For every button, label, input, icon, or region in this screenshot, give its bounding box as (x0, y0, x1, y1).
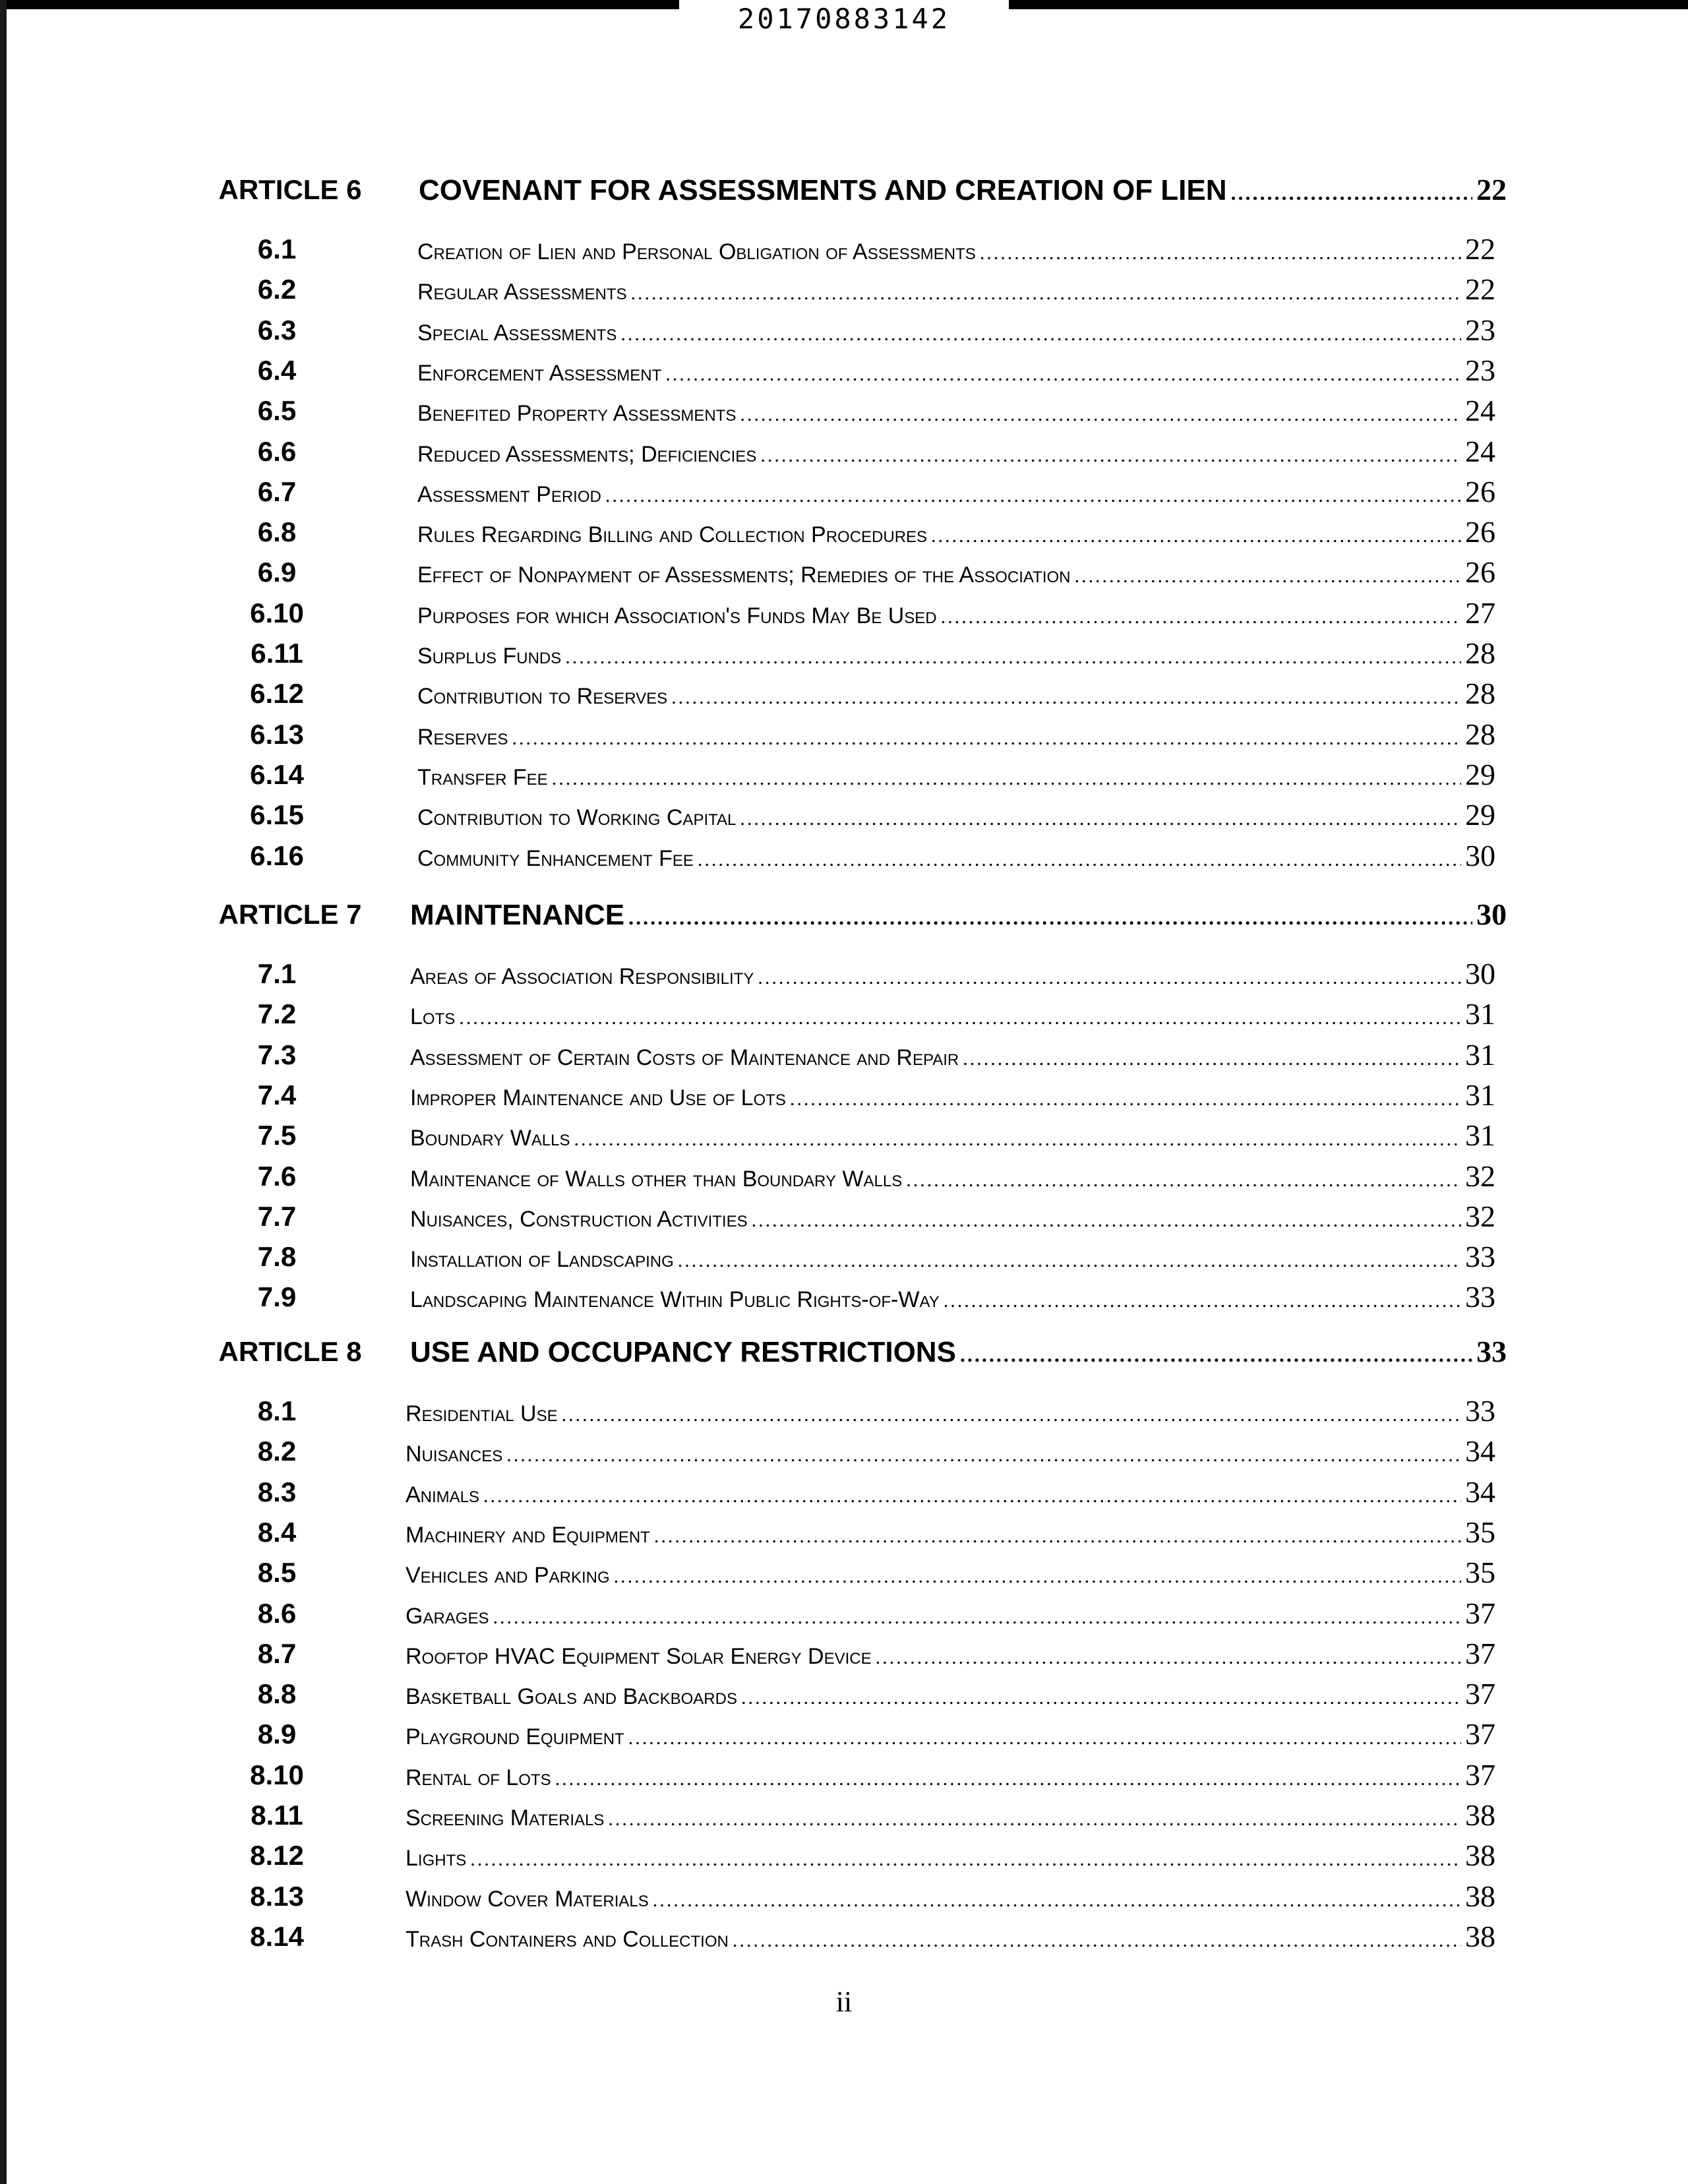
section-number: 8.2 (257, 1436, 297, 1467)
section-title[interactable]: Rental of Lots (406, 1765, 551, 1790)
section-title-line (417, 391, 1495, 431)
section-page-number: 33 (1465, 1394, 1495, 1428)
section-title[interactable]: Rooftop HVAC Equipment Solar Energy Device (406, 1644, 872, 1669)
toc-entry-row[interactable] (0, 593, 1688, 633)
section-page-number: 31 (1465, 1118, 1495, 1152)
toc-entry-row[interactable] (0, 836, 1688, 876)
section-page-number: 38 (1465, 1798, 1495, 1832)
dot-leader (741, 1678, 1461, 1718)
section-number: 6.7 (257, 476, 297, 507)
section-title-line (417, 512, 1495, 552)
section-page-number: 29 (1465, 758, 1495, 791)
section-title-line (417, 836, 1495, 876)
section-page-number: 38 (1465, 1838, 1495, 1872)
section-title[interactable]: Screening Materials (406, 1805, 605, 1831)
section-number: 8.12 (250, 1840, 304, 1871)
section-number: 8.4 (257, 1517, 297, 1548)
section-page-number: 37 (1465, 1677, 1495, 1711)
article-heading-row[interactable] (0, 895, 1688, 934)
section-number: 7.5 (257, 1120, 297, 1151)
dot-leader (565, 638, 1461, 677)
dot-leader (980, 233, 1461, 273)
section-title-line (410, 1277, 1495, 1317)
section-title[interactable]: Purposes for which Association's Funds May Be Used (417, 603, 937, 628)
section-number: 8.5 (257, 1557, 297, 1588)
section-title-line (417, 270, 1495, 309)
toc-entry-row[interactable] (0, 512, 1688, 552)
toc-entry-row[interactable] (0, 1553, 1688, 1592)
section-number: 6.2 (257, 274, 297, 305)
section-page-number: 24 (1465, 435, 1495, 468)
section-number: 6.6 (257, 436, 297, 467)
dot-leader (483, 1476, 1461, 1516)
section-title-line (417, 432, 1495, 471)
section-title-line (406, 1391, 1495, 1431)
section-number: 8.10 (250, 1759, 304, 1790)
section-number: 6.8 (257, 516, 297, 547)
dot-leader (493, 1598, 1461, 1637)
section-title[interactable]: Surplus Funds (417, 644, 562, 669)
dot-leader (1074, 557, 1461, 596)
section-title-line (406, 1594, 1495, 1633)
section-number: 6.13 (250, 719, 304, 750)
dot-leader (552, 759, 1461, 799)
section-title[interactable]: Effect of Nonpayment of Assessments; Remedies of the Association (417, 562, 1071, 588)
dot-leader (653, 1881, 1461, 1920)
section-title-line (406, 1553, 1495, 1592)
section-number: 8.9 (257, 1718, 297, 1749)
toc-entry-row[interactable] (0, 1472, 1688, 1512)
article-title-line (419, 170, 1507, 210)
section-page-number: 26 (1465, 555, 1495, 589)
section-title-line (406, 1796, 1495, 1835)
article-title-line (410, 1332, 1507, 1372)
toc-entry-row[interactable] (0, 1197, 1688, 1236)
dot-leader (608, 1800, 1461, 1839)
section-number: 6.9 (257, 557, 297, 588)
section-number: 6.15 (250, 799, 304, 830)
section-title[interactable]: Contribution to Reserves (417, 684, 668, 709)
toc-entry-row[interactable] (0, 1277, 1688, 1317)
section-page-number: 38 (1465, 1920, 1495, 1953)
section-page-number: 33 (1465, 1280, 1495, 1314)
section-page-number: 31 (1465, 1038, 1495, 1072)
section-number: 7.3 (257, 1039, 297, 1070)
article-label: ARTICLE 6 (218, 174, 362, 205)
section-page-number: 22 (1465, 232, 1495, 266)
dot-leader (555, 1759, 1461, 1799)
section-title[interactable]: Residential Use (406, 1401, 558, 1426)
section-number: 8.3 (257, 1476, 297, 1507)
toc-entry-row[interactable] (0, 270, 1688, 309)
article-page-number: 30 (1476, 897, 1507, 931)
section-title-line (410, 1197, 1495, 1236)
article-title[interactable]: COVENANT FOR ASSESSMENTS AND CREATION OF LIEN (419, 174, 1227, 206)
section-number: 6.3 (257, 315, 297, 346)
section-title-line (417, 593, 1495, 633)
section-page-number: 35 (1465, 1556, 1495, 1589)
section-page-number: 32 (1465, 1159, 1495, 1193)
section-title-line (410, 954, 1495, 994)
toc-entry-row[interactable] (0, 954, 1688, 994)
section-title-line (410, 1237, 1495, 1277)
section-title-line (406, 1513, 1495, 1552)
dot-leader (941, 597, 1461, 637)
dot-leader (470, 1840, 1461, 1879)
article-label: ARTICLE 8 (218, 1336, 362, 1367)
dot-leader (752, 1201, 1461, 1240)
toc-entry-row[interactable] (0, 755, 1688, 795)
toc-entry-row[interactable] (0, 1714, 1688, 1754)
dot-leader (631, 274, 1461, 313)
section-title-line (417, 553, 1495, 592)
article-page-number: 22 (1476, 173, 1507, 206)
dot-leader (698, 840, 1461, 880)
section-title[interactable]: Special Assessments (417, 320, 617, 346)
dot-leader (740, 395, 1461, 435)
dot-leader (790, 1079, 1461, 1119)
dot-leader (512, 719, 1462, 758)
section-number: 7.1 (257, 958, 297, 989)
section-number: 6.16 (250, 840, 304, 871)
section-number: 8.6 (257, 1598, 297, 1629)
dot-leader (760, 436, 1461, 475)
section-number: 8.7 (257, 1638, 297, 1669)
section-page-number: 28 (1465, 636, 1495, 670)
section-title-line (410, 1116, 1495, 1155)
toc-entry-row[interactable] (0, 311, 1688, 350)
section-title[interactable]: Trash Containers and Collection (406, 1927, 729, 1952)
section-title[interactable]: Lights (406, 1846, 467, 1871)
dot-leader (562, 1395, 1461, 1435)
section-number: 6.4 (257, 355, 297, 386)
section-title[interactable]: Contribution to Working Capital (417, 805, 737, 830)
section-number: 7.8 (257, 1241, 297, 1272)
section-title[interactable]: Maintenance of Walls other than Boundary Walls (410, 1167, 903, 1192)
toc-entry-row[interactable] (0, 391, 1688, 431)
section-title[interactable]: Creation of Lien and Personal Obligation of Assessments (417, 239, 976, 264)
dot-leader (876, 1638, 1461, 1678)
section-title-line (417, 351, 1495, 390)
toc-entry-row[interactable] (0, 1877, 1688, 1916)
section-title-line (406, 1432, 1495, 1471)
section-page-number: 33 (1465, 1240, 1495, 1273)
section-title-line (417, 795, 1495, 835)
section-title-line (406, 1836, 1495, 1875)
section-page-number: 37 (1465, 1758, 1495, 1792)
section-title-line (410, 1076, 1495, 1115)
section-page-number: 28 (1465, 677, 1495, 710)
section-title[interactable]: Window Cover Materials (406, 1887, 649, 1912)
toc-entry-row[interactable] (0, 634, 1688, 673)
dot-leader (740, 799, 1461, 839)
dot-leader (678, 1241, 1461, 1281)
dot-leader (628, 1718, 1461, 1758)
dot-leader (758, 958, 1461, 998)
page-number: ii (835, 1986, 853, 2018)
section-number: 7.6 (257, 1161, 297, 1192)
toc-entry-row[interactable] (0, 1796, 1688, 1835)
section-number: 6.12 (250, 678, 304, 709)
section-title[interactable]: Improper Maintenance and Use of Lots (410, 1085, 786, 1110)
dot-leader (960, 1335, 1472, 1374)
section-page-number: 37 (1465, 1637, 1495, 1670)
section-title-line (417, 715, 1495, 754)
dot-leader (620, 315, 1461, 354)
section-title[interactable]: Landscaping Maintenance Within Public Rights-of-Way (410, 1287, 940, 1312)
section-page-number: 26 (1465, 515, 1495, 549)
toc-entry-row[interactable] (0, 351, 1688, 390)
section-title[interactable]: Machinery and Equipment (406, 1523, 650, 1548)
section-title-line (417, 755, 1495, 795)
toc-entry-row[interactable] (0, 1755, 1688, 1795)
section-title-line (410, 1035, 1495, 1075)
section-title-line (417, 634, 1495, 673)
article-title[interactable]: MAINTENANCE (410, 899, 625, 931)
section-number: 7.9 (257, 1281, 297, 1312)
toc-entry-row[interactable] (0, 994, 1688, 1034)
toc-entry-row[interactable] (0, 1432, 1688, 1471)
section-title[interactable]: Reserves (417, 725, 508, 750)
section-title[interactable]: Garages (406, 1604, 489, 1629)
section-page-number: 23 (1465, 313, 1495, 347)
dot-leader (906, 1161, 1461, 1200)
toc-entry-row[interactable] (0, 472, 1688, 512)
section-title-line (417, 229, 1495, 269)
dot-leader (628, 897, 1472, 937)
section-title[interactable]: Community Enhancement Fee (417, 846, 694, 871)
article-page-number: 33 (1476, 1335, 1507, 1368)
section-page-number: 29 (1465, 798, 1495, 832)
dot-leader (931, 516, 1461, 556)
section-page-number: 35 (1465, 1515, 1495, 1549)
toc-entry-row[interactable] (0, 1116, 1688, 1155)
toc-entry-row[interactable] (0, 432, 1688, 471)
section-number: 6.10 (250, 597, 304, 628)
dot-leader (506, 1436, 1461, 1475)
section-page-number: 23 (1465, 353, 1495, 387)
section-page-number: 34 (1465, 1475, 1495, 1509)
section-title-line (417, 674, 1495, 713)
toc-entry-row[interactable] (0, 1157, 1688, 1196)
section-title-line (410, 994, 1495, 1034)
section-title-line (406, 1634, 1495, 1674)
section-title[interactable]: Areas of Association Responsibility (410, 964, 754, 989)
section-page-number: 38 (1465, 1879, 1495, 1913)
dot-leader (459, 998, 1461, 1038)
section-title-line (406, 1877, 1495, 1916)
dot-leader (963, 1039, 1461, 1079)
section-title[interactable]: Assessment Period (417, 482, 601, 507)
dot-leader (944, 1281, 1461, 1321)
article-title[interactable]: USE AND OCCUPANCY RESTRICTIONS (410, 1336, 956, 1368)
section-page-number: 28 (1465, 717, 1495, 751)
section-title-line (406, 1472, 1495, 1512)
toc-entry-row[interactable] (0, 1237, 1688, 1277)
dot-leader (671, 678, 1461, 717)
section-number: 8.1 (257, 1395, 297, 1426)
section-page-number: 37 (1465, 1596, 1495, 1630)
section-title[interactable]: Animals (406, 1482, 480, 1507)
section-number: 8.8 (257, 1678, 297, 1709)
section-title-line (406, 1755, 1495, 1795)
section-title[interactable]: Nuisances, Construction Activities (410, 1207, 748, 1232)
section-title-line (410, 1157, 1495, 1196)
toc-entry-row[interactable] (0, 1391, 1688, 1431)
section-page-number: 27 (1465, 596, 1495, 630)
dot-leader (614, 1557, 1461, 1596)
section-page-number: 22 (1465, 272, 1495, 306)
dot-leader (733, 1921, 1461, 1960)
toc-entry-row[interactable] (0, 1076, 1688, 1115)
section-title[interactable]: Nuisances (406, 1441, 503, 1467)
section-title[interactable]: Enforcement Assessment (417, 361, 662, 386)
section-title-line (406, 1917, 1495, 1957)
section-number: 8.11 (251, 1800, 303, 1831)
toc-entry-row[interactable] (0, 674, 1688, 713)
dot-leader (574, 1120, 1461, 1159)
section-page-number: 37 (1465, 1717, 1495, 1751)
article-heading-row[interactable] (0, 170, 1688, 210)
dot-leader (665, 355, 1461, 394)
section-page-number: 34 (1465, 1434, 1495, 1468)
section-title[interactable]: Rules Regarding Billing and Collection Procedures (417, 522, 928, 547)
section-number: 7.7 (257, 1201, 297, 1232)
section-title[interactable]: Basketball Goals and Backboards (406, 1684, 737, 1709)
section-title-line (417, 472, 1495, 512)
section-title[interactable]: Transfer Fee (417, 765, 548, 790)
section-number: 6.14 (250, 759, 304, 790)
dot-leader (605, 476, 1461, 516)
section-title[interactable]: Regular Assessments (417, 280, 627, 305)
dot-leader (1231, 173, 1472, 212)
section-title-line (417, 311, 1495, 350)
section-number: 6.11 (251, 638, 303, 669)
toc-entry-row[interactable] (0, 1594, 1688, 1633)
toc-entry-row[interactable] (0, 1674, 1688, 1714)
section-number: 8.13 (250, 1881, 304, 1912)
toc-entry-row[interactable] (0, 1035, 1688, 1075)
article-title-line (410, 895, 1507, 934)
section-title[interactable]: Benefited Property Assessments (417, 401, 737, 426)
section-page-number: 31 (1465, 1078, 1495, 1112)
dot-leader (654, 1517, 1461, 1556)
section-page-number: 30 (1465, 839, 1495, 872)
section-title-line (406, 1674, 1495, 1714)
section-page-number: 32 (1465, 1199, 1495, 1233)
section-title[interactable]: Vehicles and Parking (406, 1563, 610, 1588)
article-label: ARTICLE 7 (218, 899, 362, 930)
section-title[interactable]: Lots (410, 1004, 456, 1029)
toc-entry-row[interactable] (0, 715, 1688, 754)
section-title[interactable]: Installation of Landscaping (410, 1247, 674, 1272)
article-heading-row[interactable] (0, 1332, 1688, 1372)
toc-entry-row[interactable] (0, 1634, 1688, 1674)
section-number: 7.4 (257, 1079, 297, 1110)
toc-entry-row[interactable] (0, 1836, 1688, 1875)
toc-entry-row[interactable] (0, 1917, 1688, 1957)
section-title-line (406, 1714, 1495, 1754)
section-title[interactable]: Reduced Assessments; Deficiencies (417, 442, 757, 467)
section-number: 6.5 (257, 395, 297, 426)
section-page-number: 26 (1465, 475, 1495, 508)
toc-entry-row[interactable] (0, 795, 1688, 835)
section-page-number: 31 (1465, 997, 1495, 1031)
section-number: 7.2 (257, 998, 297, 1029)
section-title[interactable]: Playground Equipment (406, 1724, 624, 1749)
section-page-number: 30 (1465, 957, 1495, 990)
section-title[interactable]: Boundary Walls (410, 1126, 570, 1151)
section-number: 6.1 (257, 233, 297, 264)
section-title[interactable]: Assessment of Certain Costs of Maintenance and Repair (410, 1045, 959, 1070)
section-page-number: 24 (1465, 394, 1495, 427)
toc-entry-row[interactable] (0, 229, 1688, 269)
document-number: 20170883142 (737, 3, 951, 35)
toc-entry-row[interactable] (0, 553, 1688, 592)
section-number: 8.14 (250, 1921, 304, 1952)
toc-entry-row[interactable] (0, 1513, 1688, 1552)
